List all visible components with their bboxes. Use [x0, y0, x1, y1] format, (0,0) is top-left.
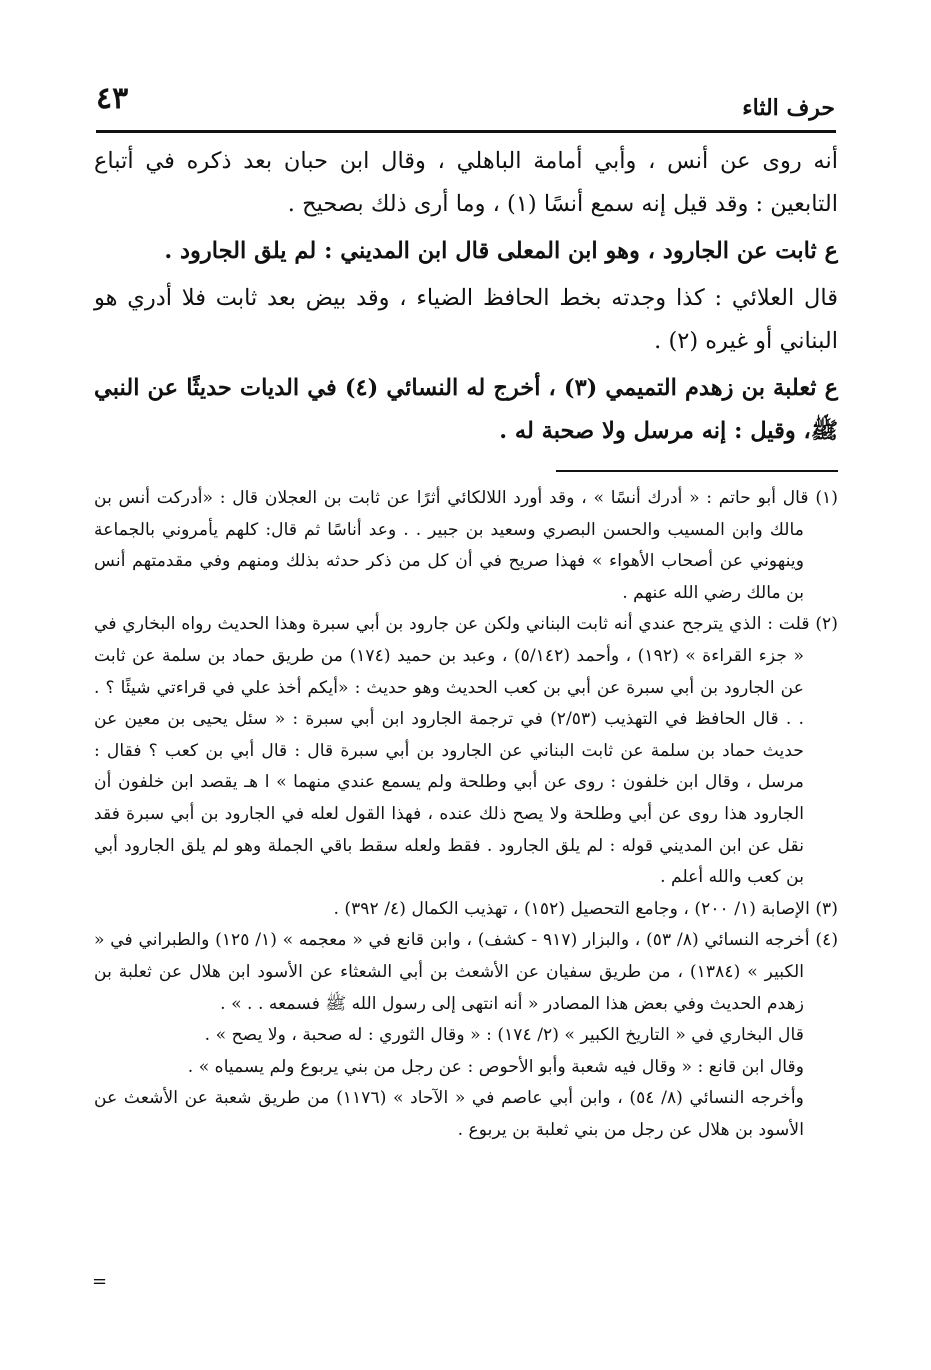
continuation-mark: =: [92, 1271, 108, 1292]
footnote-continuation: وأخرجه النسائي (٨/ ٥٤) ، وابن أبي عاصم في « الآحاد » (١١٧٦) من طريق شعبة عن الأشعث عن الأسود بن هلال عن رجل من بني ثعلبة بن يربوع .: [94, 1088, 804, 1140]
main-paragraph: أنه روى عن أنس ، وأبي أمامة الباهلي ، وقال ابن حبان بعد ذكره في أتباع التابعين : وقد قيل إنه سمع أنسًا (١) ، وما أرى ذلك بصحيح .: [94, 148, 838, 217]
header-rule: [96, 130, 836, 133]
footnotes: [94, 483, 838, 1146]
page-number: ٤٣: [96, 81, 129, 116]
main-paragraph: قال العلائي : كذا وجدته بخط الحافظ الضياء ، وقد بيض بعد ثابت فلا أدري هو البناني أو غيره (٢) .: [94, 285, 838, 354]
footnote: (٣) الإصابة (١/ ٢٠٠) ، وجامع التحصيل (١٥٢) ، تهذيب الكمال (٤/ ٣٩٢) .: [333, 898, 838, 919]
footnote: (٤) أخرجه النسائي (٨/ ٥٣) ، والبزار (٩١٧ - كشف) ، وابن قانع في « معجمه » (١/ ١٢٥) والطبراني في « الكبير » (١٣٨٤) ، من طريق سفيان عن الأشعث بن أبي الشعثاء عن الأسود ابن هلال عن ثعلبة بن زهدم الحديث وفي بعض هذا المصادر « أنه انتهى إلى رسول الله ﷺ فسمعه . . » .: [94, 930, 839, 1014]
footnote-continuation: وقال ابن قانع : « وقال فيه شعبة وأبو الأحوص : عن رجل من بني يربوع ولم يسمياه » .: [187, 1056, 804, 1077]
footnote-continuation: قال البخاري في « التاريخ الكبير » (٢/ ١٧٤) : « وقال الثوري : له صحبة ، ولا يصح » .: [204, 1025, 804, 1046]
entry-thabit-paragraph: ع ثابت عن الجارود ، وهو ابن المعلى قال ابن المديني : لم يلق الجارود .: [164, 238, 838, 264]
footnote: (١) قال أبو حاتم : « أدرك أنسًا » ، وقد أورد اللالكائي أثرًا عن ثابت بن العجلان قال : «أدركت أنس بن مالك وابن المسيب والحسن البصري وسعيد بن جبير . . وعد أناسًا ثم قال: كلهم يأمروني بالجماعة وينهوني عن أصحاب الأهواء » فهذا صريح في أن كل من ذكر حدثه بذلك ومنهم وفي مقدمتهم أنس بن مالك رضي الله عنهم .: [94, 488, 838, 603]
entry-thaalaba-paragraph: ع ثعلبة بن زهدم التميمي (٣) ، أخرج له النسائي (٤) في الديات حديثًا عن النبي ﷺ، وقيل : إنه مرسل ولا صحبة له .: [94, 375, 839, 444]
footnote-separator: [556, 470, 838, 472]
running-title: حرف الثاء: [742, 95, 835, 121]
main-text: [94, 140, 838, 453]
footnote: (٢) قلت : الذي يترجح عندي أنه ثابت البناني ولكن عن جارود بن أبي سبرة وهذا الحديث رواه البخاري في « جزء القراءة » (١٩٢) ، وأحمد (٥/١٤٢) ، وعبد بن حميد (١٧٤) من طريق حماد بن سلمة عن ثابت عن الجارود بن أبي سبرة عن أبي بن كعب الحديث وهو حديث : «أيكم أخذ علي في قراءتي شيئًا ؟ . . . قال الحافظ في التهذيب (٢/٥٣) في ترجمة الجارود ابن أبي سبرة : « سئل يحيى بن معين عن حديث حماد بن سلمة عن ثابت البناني عن الجارود بن أبي سبرة قال : قال أبي بن كعب ؟ فقال : مرسل ، وقال ابن خلفون : روى عن أبي وطلحة ولم يسمع عندي منهما » ا هـ يقصد ابن خلفون أن الجارود هذا روى عن أبي وطلحة ولا يصح ذلك عنده ، فهذا القول لعله في الجارود بن أبي سبرة فقد نقل عن ابن المديني قوله : لم يلق الجارود . فقط ولعله سقط باقي الجملة وهو لم يلق الجارود أبي بن كعب والله أعلم .: [94, 614, 838, 888]
